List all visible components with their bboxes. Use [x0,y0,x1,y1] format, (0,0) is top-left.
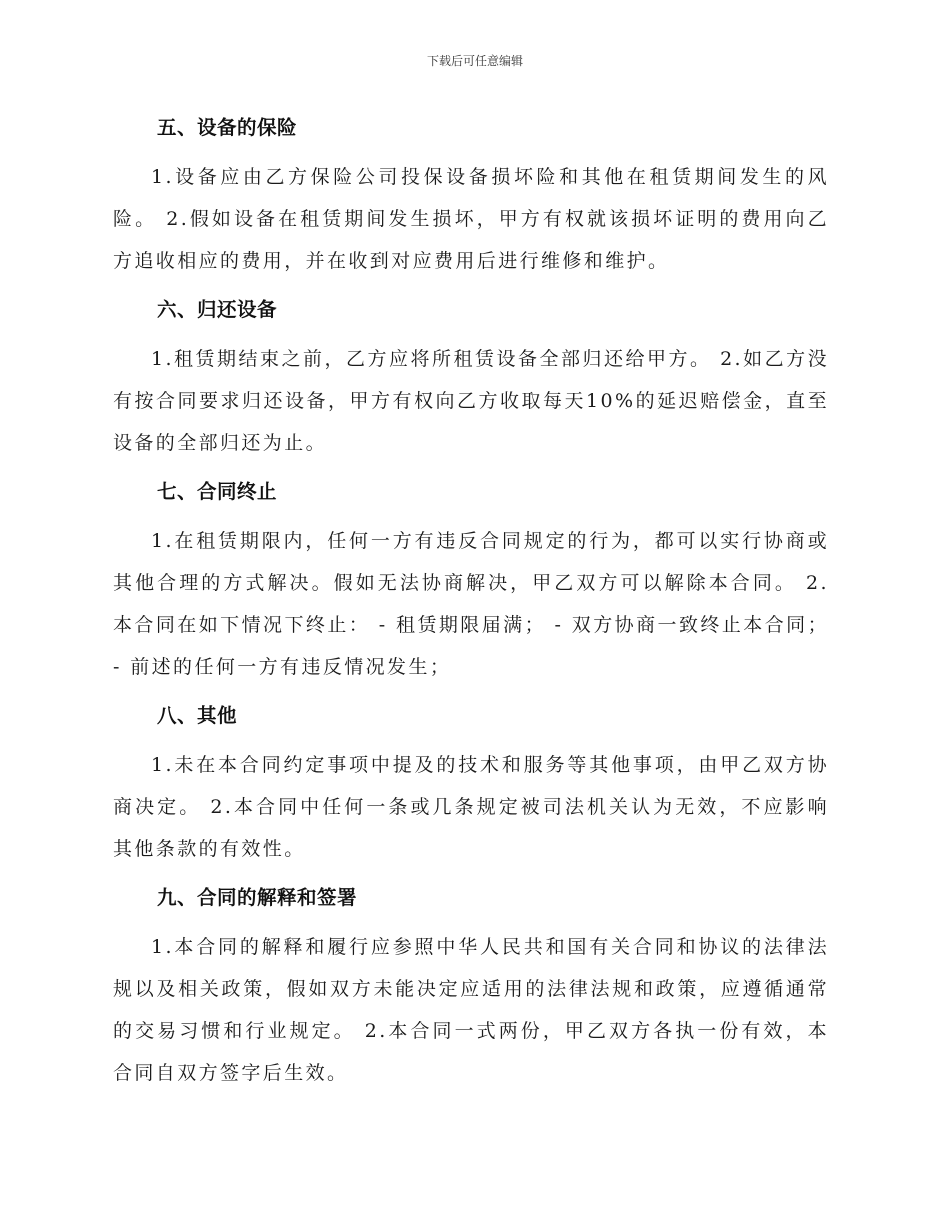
section-heading: 六、归还设备 [157,298,278,321]
page-header: 下载后可任意编辑 [426,54,523,68]
section-heading: 七、合同终止 [157,480,278,503]
section-interpretation-signing [113,880,829,1094]
section-equipment-insurance [113,110,829,282]
section-paragraph: 1.未在本合同约定事项中提及的技术和服务等其他事项，由甲乙双方协商决定。 2.本合同中任何一条或几条规定被司法机关认为无效，不应影响其他条款的有效性。 [113,754,829,860]
document-body [113,110,829,1104]
section-heading: 五、设备的保险 [157,116,298,139]
section-equipment-return [113,292,829,464]
section-paragraph: 1.在租赁期限内，任何一方有违反合同规定的行为，都可以实行协商或其他合理的方式解决。假如无法协商解决，甲乙双方可以解除本合同。 2.本合同在如下情况下终止： - 租赁期限届满； - 双方协商一致终止本合同； - 前述的任何一方有违反情况发生； [113,530,829,678]
section-heading: 九、合同的解释和签署 [157,886,358,909]
section-paragraph: 1.本合同的解释和履行应参照中华人民共和国有关合同和协议的法律法规以及相关政策，假如双方未能决定应适用的法律法规和政策，应遵循通常的交易习惯和行业规定。 2.本合同一式两份，甲乙双方各执一份有效，本合同自双方签字后生效。 [113,936,829,1084]
section-paragraph: 1.租赁期结束之前，乙方应将所租赁设备全部归还给甲方。 2.如乙方没有按合同要求归还设备，甲方有权向乙方收取每天10%的延迟赔偿金，直至设备的全部归还为止。 [113,348,829,454]
section-paragraph: 1.设备应由乙方保险公司投保设备损坏险和其他在租赁期间发生的风险。 2.假如设备在租赁期间发生损坏，甲方有权就该损坏证明的费用向乙方追收相应的费用，并在收到对应费用后进行维修和维护。 [113,166,829,272]
section-contract-termination [113,474,829,688]
section-heading: 八、其他 [157,704,238,727]
section-other [113,698,829,870]
